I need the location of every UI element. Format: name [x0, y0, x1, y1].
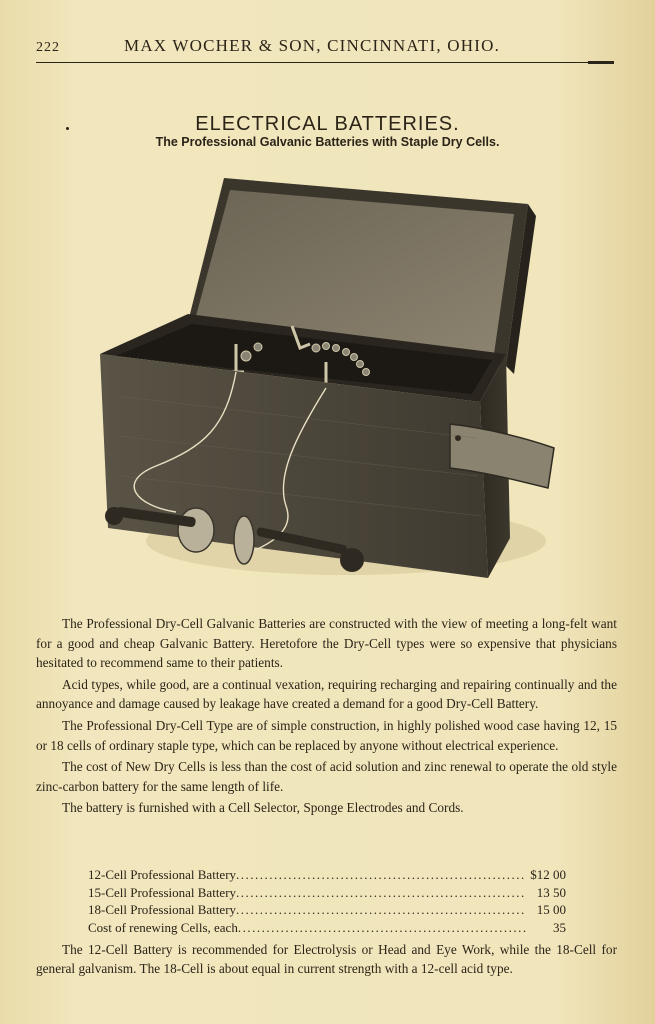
price-row — [88, 901, 566, 919]
page-title: ELECTRICAL BATTERIES. — [195, 113, 460, 136]
price-amount: 15 00 — [536, 902, 566, 917]
paragraph: The Professional Dry-Cell Type are of simple construction, in highly polished wood case having 12, 15 or 18 cells of ordinary staple type, which can be replaced by anyone without electrical experience. — [36, 717, 617, 753]
leader-dots — [236, 901, 526, 919]
battery-box-illustration — [96, 176, 558, 586]
header-rule — [36, 62, 611, 63]
page-subtitle: The Professional Galvanic Batteries with Staple Dry Cells. — [155, 135, 500, 149]
paragraph: The 12-Cell Battery is recommended for Electrolysis or Head and Eye Work, while the 18-Cell for general galvanism. The 18-Cell is about equal in current strength with a 12-cell acid type. — [36, 942, 617, 976]
price-list — [88, 866, 566, 936]
page-header — [36, 36, 612, 62]
price-amount: 13 50 — [536, 884, 566, 900]
paragraph: The Professional Dry-Cell Galvanic Batteries are constructed with the view of meeting a long-felt want for a good and cheap Galvanic Battery. Heretofore the Dry-Cell types were so expensive that physicians hesitated to recommend same to their patients. — [36, 616, 617, 671]
page-number: 222 — [36, 40, 60, 55]
description-text — [36, 614, 617, 820]
price-row — [88, 884, 566, 902]
price-item: 15-Cell Professional Battery — [88, 884, 237, 900]
paragraph: The cost of New Dry Cells is less than the cost of acid solution and zinc renewal to operate the old style zinc-carbon battery for the same length of life. — [36, 759, 617, 794]
leader-dots — [238, 919, 526, 937]
running-head: MAX WOCHER & SON, CINCINNATI, OHIO. — [124, 36, 501, 55]
price-row — [88, 866, 566, 884]
paragraph: Acid types, while good, are a continual vexation, requiring recharging and repairing continually and the annoyance and damage caused by leakage have created a demand for a good Dry-Cell Battery. — [36, 676, 617, 712]
recommendation-text — [36, 940, 617, 978]
header-rule-end — [588, 61, 614, 64]
price-item: 18-Cell Professional Battery — [88, 902, 237, 917]
leader-dots — [236, 884, 526, 902]
price-row — [88, 919, 566, 937]
price-amount: $12 00 — [530, 867, 566, 882]
price-item: Cost of renewing Cells, each — [88, 919, 238, 935]
leader-dots — [236, 866, 526, 884]
price-item: 12-Cell Professional Battery — [88, 867, 237, 882]
paragraph: The battery is furnished with a Cell Selector, Sponge Electrodes and Cords. — [62, 800, 464, 816]
price-amount: 35 — [553, 919, 566, 935]
